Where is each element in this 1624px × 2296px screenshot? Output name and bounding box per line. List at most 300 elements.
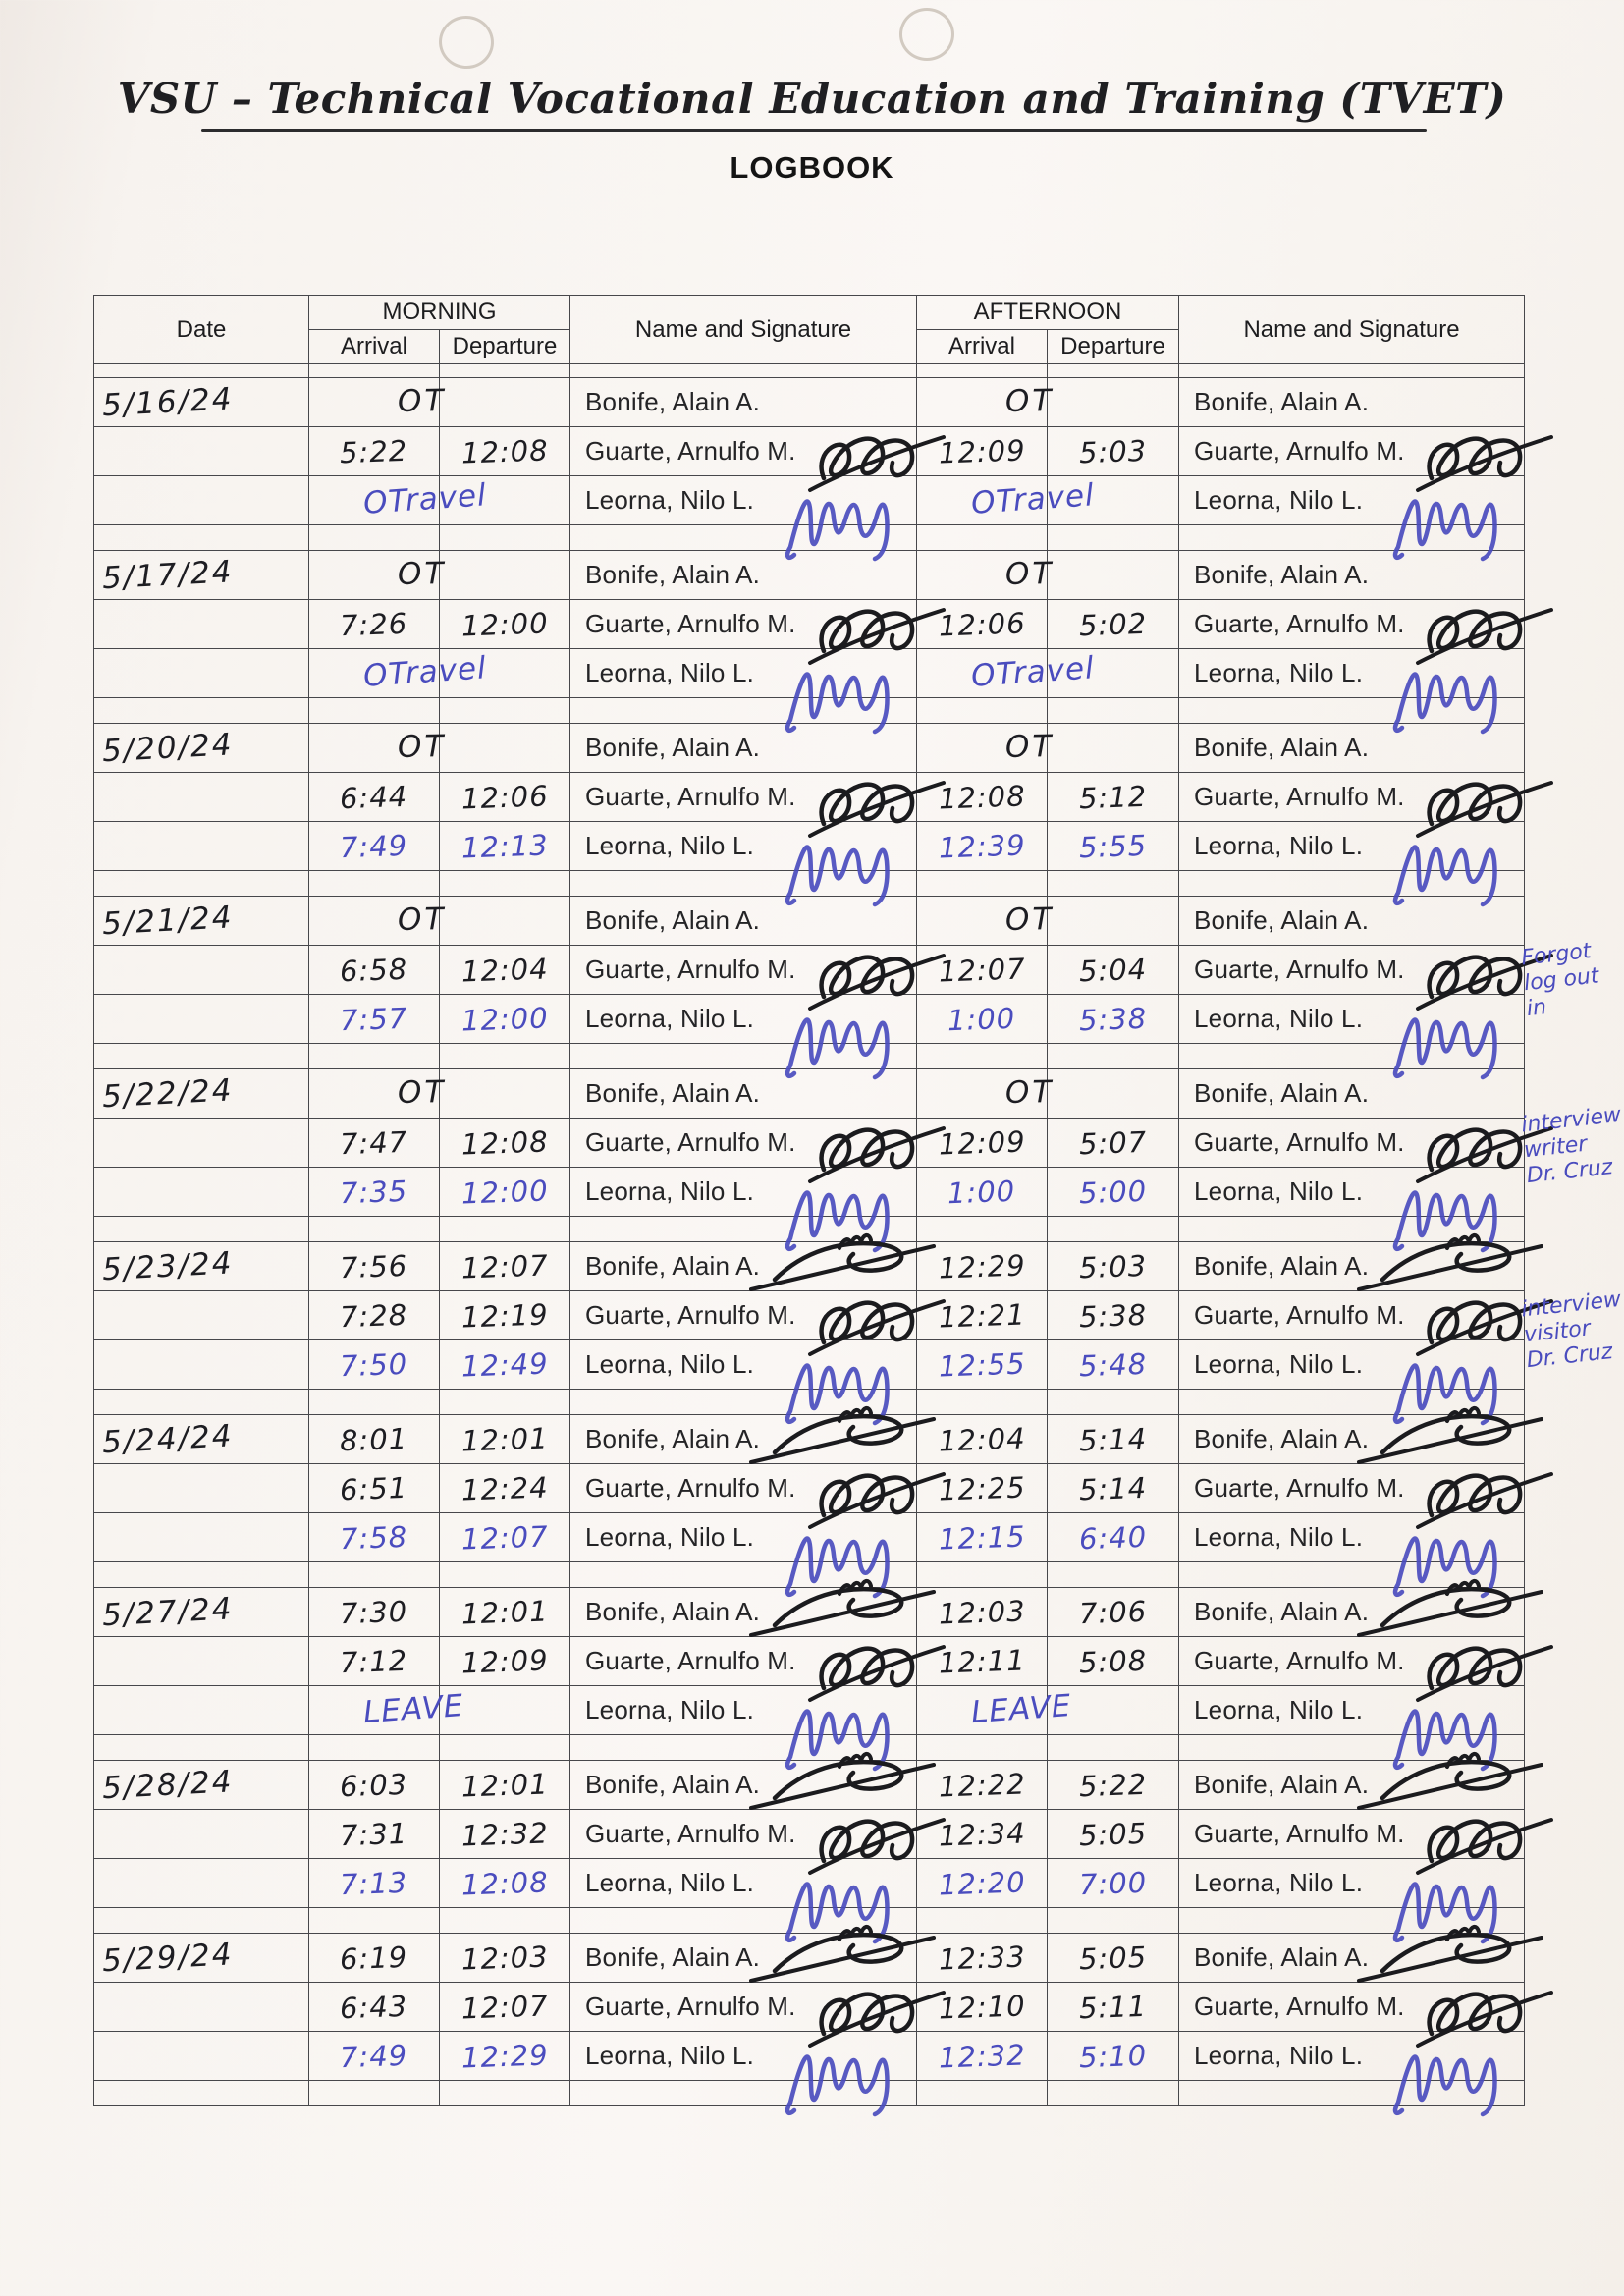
afternoon-departure-time: 5:04 <box>1078 952 1148 988</box>
col-header-afternoon-arrival: Arrival <box>917 330 1048 364</box>
spacer-cell <box>94 871 309 897</box>
header-underline <box>201 129 1427 132</box>
spacer-cell <box>1048 525 1179 551</box>
name-signature-cell-afternoon <box>1179 378 1525 427</box>
person-name: Guarte, Arnulfo M. <box>1194 1127 1405 1157</box>
spacer-cell <box>1048 1217 1179 1242</box>
morning-arrival-cell <box>309 946 440 995</box>
morning-arrival-cell <box>309 1810 440 1859</box>
person-name: Bonife, Alain A. <box>585 1597 761 1626</box>
morning-arrival-cell <box>309 1291 440 1340</box>
morning-arrival-cell <box>309 995 440 1044</box>
morning-departure-time: 12:01 <box>460 1420 549 1458</box>
logbook-row <box>94 600 1525 649</box>
morning-departure-time: 12:00 <box>460 1173 549 1211</box>
date-value: 5/23/24 <box>101 1244 235 1287</box>
date-cell <box>94 1637 309 1686</box>
morning-arrival-cell <box>309 1859 440 1908</box>
afternoon-departure-cell <box>1048 822 1179 871</box>
person-name: Leorna, Nilo L. <box>1194 1176 1364 1206</box>
name-signature-cell-morning <box>570 995 917 1044</box>
morning-arrival-time: 7:30 <box>339 1594 409 1630</box>
afternoon-departure-cell <box>1048 1415 1179 1464</box>
morning-departure-cell <box>440 946 570 995</box>
name-signature-cell-morning <box>570 1291 917 1340</box>
spacer-cell <box>94 1217 309 1242</box>
person-name: Bonife, Alain A. <box>1194 387 1370 416</box>
person-name: Leorna, Nilo L. <box>585 1004 755 1033</box>
morning-arrival-cell <box>309 1464 440 1513</box>
name-signature-cell-morning <box>570 649 917 698</box>
logbook-row <box>94 822 1525 871</box>
afternoon-departure-time: 5:00 <box>1078 1174 1148 1210</box>
name-signature-cell-afternoon <box>1179 1761 1525 1810</box>
afternoon-departure-time: 5:08 <box>1078 1643 1148 1679</box>
logbook-row <box>94 1686 1525 1735</box>
person-name: Guarte, Arnulfo M. <box>1194 1646 1405 1675</box>
logbook-row <box>94 1168 1525 1217</box>
morning-departure-cell <box>440 1934 570 1983</box>
morning-departure-cell <box>440 1119 570 1168</box>
name-signature-cell-morning <box>570 1119 917 1168</box>
spacer-cell <box>1048 1562 1179 1588</box>
person-name: Bonife, Alain A. <box>1194 1251 1370 1281</box>
logbook-row <box>94 427 1525 476</box>
person-name: Leorna, Nilo L. <box>585 658 755 687</box>
afternoon-arrival-time: 1:00 <box>947 1174 1017 1210</box>
morning-arrival-time: 7:26 <box>339 606 409 642</box>
spacer-cell <box>309 1044 440 1069</box>
morning-note: OT <box>397 555 447 592</box>
signature-leorna <box>783 991 930 1081</box>
morning-departure-time: 12:08 <box>460 1123 549 1162</box>
person-name: Leorna, Nilo L. <box>1194 1868 1364 1897</box>
morning-arrival-cell <box>309 1069 447 1119</box>
person-name: Guarte, Arnulfo M. <box>585 1127 796 1157</box>
person-name: Bonife, Alain A. <box>1194 1078 1370 1108</box>
margin-note-line: Dr. Cruz <box>1525 1155 1614 1189</box>
name-signature-cell-afternoon <box>1179 1588 1525 1637</box>
date-cell <box>94 1983 309 2032</box>
date-cell <box>94 1291 309 1340</box>
col-header-afternoon: AFTERNOON <box>917 296 1179 330</box>
date-cell <box>94 822 309 871</box>
person-name: Bonife, Alain A. <box>1194 1597 1370 1626</box>
person-name: Leorna, Nilo L. <box>1194 1349 1364 1379</box>
spacer-cell <box>917 525 1048 551</box>
person-name: Bonife, Alain A. <box>1194 905 1370 935</box>
afternoon-arrival-time: 12:07 <box>938 951 1026 989</box>
logbook-row <box>94 1242 1525 1291</box>
margin-note-line: log out <box>1522 963 1600 997</box>
logbook-table-header <box>94 296 1525 364</box>
date-value: 5/24/24 <box>101 1417 235 1460</box>
spacer-cell <box>94 2081 309 2106</box>
morning-arrival-cell <box>309 649 489 698</box>
date-value: 5/22/24 <box>101 1071 235 1115</box>
person-name: Leorna, Nilo L. <box>1194 1695 1364 1724</box>
afternoon-arrival-cell <box>917 1069 1055 1119</box>
date-value: 5/28/24 <box>101 1763 235 1806</box>
signature-leorna <box>783 2028 930 2118</box>
name-signature-cell-morning <box>570 1934 917 1983</box>
spacer-cell <box>309 698 440 724</box>
morning-arrival-time: 6:44 <box>339 779 409 815</box>
logbook-title: LOGBOOK <box>730 150 894 185</box>
person-name: Guarte, Arnulfo M. <box>1194 436 1405 465</box>
name-signature-cell-afternoon <box>1179 995 1525 1044</box>
morning-arrival-cell <box>309 1242 440 1291</box>
morning-arrival-cell <box>309 897 447 946</box>
date-value: 5/29/24 <box>101 1936 235 1979</box>
person-name: Leorna, Nilo L. <box>585 1522 755 1552</box>
morning-arrival-time: 7:57 <box>339 1001 409 1037</box>
afternoon-arrival-time: 12:10 <box>938 1988 1026 2026</box>
morning-arrival-cell <box>309 1934 440 1983</box>
afternoon-arrival-time: 12:15 <box>938 1518 1026 1557</box>
morning-note: OT <box>397 382 447 419</box>
morning-note: OTravel <box>362 476 489 521</box>
morning-departure-cell <box>440 1340 570 1390</box>
margin-note <box>1520 1287 1624 1374</box>
logbook-row <box>94 476 1525 525</box>
name-signature-cell-morning <box>570 1859 917 1908</box>
name-signature-cell-morning <box>570 427 917 476</box>
person-name: Leorna, Nilo L. <box>1194 2041 1364 2070</box>
spacer-cell <box>440 364 570 378</box>
afternoon-departure-time: 6:40 <box>1078 1519 1148 1556</box>
name-signature-cell-afternoon <box>1179 1242 1525 1291</box>
afternoon-departure-time: 5:07 <box>1078 1124 1148 1161</box>
morning-departure-cell <box>440 724 570 773</box>
afternoon-arrival-time: 12:04 <box>938 1420 1026 1458</box>
afternoon-departure-cell <box>1048 1761 1179 1810</box>
afternoon-departure-time: 5:14 <box>1078 1421 1148 1457</box>
date-cell <box>94 476 309 525</box>
person-name: Bonife, Alain A. <box>1194 733 1370 762</box>
margin-note-line: interview <box>1520 1286 1623 1323</box>
signature-leorna <box>1390 2028 1538 2118</box>
morning-arrival-time: 7:56 <box>339 1248 409 1285</box>
spacer-cell <box>309 1735 440 1761</box>
logbook-row <box>94 1983 1525 2032</box>
person-name: Guarte, Arnulfo M. <box>585 436 796 465</box>
spacer-cell <box>309 1390 440 1415</box>
afternoon-departure-cell <box>1048 1340 1179 1390</box>
afternoon-note: OTravel <box>970 476 1097 521</box>
logbook-row <box>94 1810 1525 1859</box>
person-name: Guarte, Arnulfo M. <box>1194 1300 1405 1330</box>
morning-arrival-cell <box>309 378 447 427</box>
person-name: Leorna, Nilo L. <box>585 485 755 515</box>
person-name: Leorna, Nilo L. <box>585 2041 755 2070</box>
morning-departure-cell <box>440 378 570 427</box>
afternoon-arrival-time: 12:11 <box>938 1642 1026 1680</box>
spacer-cell <box>94 364 309 378</box>
afternoon-departure-time: 5:38 <box>1078 1001 1148 1037</box>
morning-departure-cell <box>440 1242 570 1291</box>
morning-arrival-time: 6:43 <box>339 1989 409 2025</box>
signature-leorna <box>783 818 930 908</box>
morning-departure-cell <box>440 773 570 822</box>
morning-departure-cell <box>440 1513 570 1562</box>
person-name: Leorna, Nilo L. <box>1194 658 1364 687</box>
margin-note <box>1520 1103 1624 1189</box>
spacer-cell <box>1179 364 1525 378</box>
afternoon-departure-time: 5:38 <box>1078 1297 1148 1334</box>
afternoon-arrival-cell <box>917 378 1055 427</box>
spacer-cell <box>94 525 309 551</box>
morning-departure-cell <box>440 1168 570 1217</box>
morning-departure-time: 12:07 <box>460 1247 549 1285</box>
spacer-cell <box>94 1044 309 1069</box>
afternoon-note: OT <box>1004 728 1055 765</box>
afternoon-departure-cell <box>1048 1637 1179 1686</box>
signature-leorna <box>1390 818 1538 908</box>
document-header-title: VSU – Technical Vocational Education and Training (TVET) <box>117 75 1507 123</box>
afternoon-arrival-time: 12:34 <box>938 1815 1026 1853</box>
person-name: Bonife, Alain A. <box>585 1770 761 1799</box>
morning-arrival-time: 7:49 <box>339 2038 409 2074</box>
afternoon-note: OTravel <box>970 649 1097 694</box>
spacer-cell <box>440 1908 570 1934</box>
afternoon-arrival-time: 12:09 <box>938 1123 1026 1162</box>
afternoon-departure-time: 5:14 <box>1078 1470 1148 1506</box>
date-cell <box>94 1119 309 1168</box>
col-header-name-signature-afternoon: Name and Signature <box>1179 296 1525 364</box>
person-name: Bonife, Alain A. <box>1194 1770 1370 1799</box>
morning-departure-time: 12:24 <box>460 1469 549 1507</box>
name-signature-cell-morning <box>570 1637 917 1686</box>
logbook-row <box>94 1934 1525 1983</box>
signature-leorna <box>783 472 930 563</box>
person-name: Leorna, Nilo L. <box>585 1868 755 1897</box>
name-signature-cell-morning <box>570 1168 917 1217</box>
date-cell <box>94 1464 309 1513</box>
afternoon-departure-time: 5:48 <box>1078 1346 1148 1383</box>
morning-note: OT <box>397 1073 447 1111</box>
date-cell <box>94 1810 309 1859</box>
name-signature-cell-afternoon <box>1179 2032 1525 2081</box>
morning-arrival-time: 7:58 <box>339 1519 409 1556</box>
date-cell <box>94 649 309 698</box>
spacer-cell <box>309 525 440 551</box>
morning-arrival-cell <box>309 773 440 822</box>
person-name: Bonife, Alain A. <box>585 1942 761 1972</box>
name-signature-cell-afternoon <box>1179 773 1525 822</box>
morning-arrival-cell <box>309 1340 440 1390</box>
date-cell <box>94 1513 309 1562</box>
morning-note: OT <box>397 728 447 765</box>
name-signature-cell-morning <box>570 1464 917 1513</box>
logbook-row <box>94 1119 1525 1168</box>
afternoon-departure-cell <box>1048 600 1179 649</box>
name-signature-cell-morning <box>570 822 917 871</box>
date-value: 5/16/24 <box>101 380 235 423</box>
afternoon-departure-time: 5:03 <box>1078 1248 1148 1285</box>
date-value: 5/20/24 <box>101 726 235 769</box>
morning-departure-cell <box>440 551 570 600</box>
name-signature-cell-afternoon <box>1179 1983 1525 2032</box>
morning-departure-cell <box>440 1859 570 1908</box>
name-signature-cell-afternoon <box>1179 476 1525 525</box>
spacer-cell <box>440 525 570 551</box>
afternoon-departure-time: 5:02 <box>1078 606 1148 642</box>
date-value: 5/27/24 <box>101 1590 235 1633</box>
spacer-cell <box>440 1562 570 1588</box>
afternoon-departure-cell <box>1048 724 1179 773</box>
date-cell <box>94 427 309 476</box>
afternoon-departure-cell <box>1048 551 1179 600</box>
afternoon-note: OT <box>1004 1073 1055 1111</box>
date-cell <box>94 551 309 600</box>
afternoon-arrival-time: 12:29 <box>938 1247 1026 1285</box>
date-cell <box>94 773 309 822</box>
name-signature-cell-morning <box>570 1686 917 1735</box>
punch-hole <box>436 12 498 72</box>
spacer-cell <box>917 2081 1048 2106</box>
afternoon-arrival-time: 12:22 <box>938 1766 1026 1804</box>
morning-departure-time: 12:01 <box>460 1593 549 1631</box>
name-signature-cell-morning <box>570 1513 917 1562</box>
morning-departure-time: 12:01 <box>460 1766 549 1804</box>
afternoon-departure-cell <box>1048 995 1179 1044</box>
signature-leorna <box>1390 645 1538 736</box>
spacer-cell <box>94 1908 309 1934</box>
person-name: Guarte, Arnulfo M. <box>1194 1992 1405 2021</box>
col-header-afternoon-departure: Departure <box>1048 330 1179 364</box>
afternoon-departure-time: 5:12 <box>1078 779 1148 815</box>
afternoon-arrival-time: 1:00 <box>947 1001 1017 1037</box>
logbook-row <box>94 649 1525 698</box>
spacer-cell <box>1048 364 1179 378</box>
punch-hole <box>899 8 954 61</box>
date-cell <box>94 1761 309 1810</box>
person-name: Bonife, Alain A. <box>585 733 761 762</box>
name-signature-cell-afternoon <box>1179 427 1525 476</box>
morning-departure-cell <box>440 1810 570 1859</box>
morning-arrival-time: 7:12 <box>339 1643 409 1679</box>
person-name: Guarte, Arnulfo M. <box>585 955 796 984</box>
person-name: Leorna, Nilo L. <box>585 1176 755 1206</box>
name-signature-cell-morning <box>570 946 917 995</box>
person-name: Leorna, Nilo L. <box>1194 831 1364 860</box>
name-signature-cell-afternoon <box>1179 1637 1525 1686</box>
morning-arrival-time: 6:19 <box>339 1940 409 1976</box>
spacer-cell <box>1048 871 1179 897</box>
date-value: 5/21/24 <box>101 899 235 942</box>
person-name: Leorna, Nilo L. <box>585 1695 755 1724</box>
name-signature-cell-afternoon <box>1179 600 1525 649</box>
spacer-cell <box>440 2081 570 2106</box>
spacer-cell <box>309 2081 440 2106</box>
name-signature-cell-afternoon <box>1179 946 1525 995</box>
person-name: Guarte, Arnulfo M. <box>585 1992 796 2021</box>
margin-note-line: interview <box>1520 1102 1623 1138</box>
morning-arrival-time: 5:22 <box>339 433 409 469</box>
spacer-cell <box>1048 698 1179 724</box>
morning-departure-time: 12:04 <box>460 951 549 989</box>
name-signature-cell-morning <box>570 378 917 427</box>
name-signature-cell-afternoon <box>1179 1464 1525 1513</box>
logbook-row <box>94 1464 1525 1513</box>
name-signature-cell-afternoon <box>1179 1340 1525 1390</box>
morning-departure-time: 12:49 <box>460 1345 549 1384</box>
afternoon-departure-cell <box>1048 1069 1179 1119</box>
person-name: Bonife, Alain A. <box>585 1078 761 1108</box>
afternoon-departure-cell <box>1048 1859 1179 1908</box>
person-name: Bonife, Alain A. <box>585 560 761 589</box>
morning-departure-time: 12:00 <box>460 605 549 643</box>
person-name: Guarte, Arnulfo M. <box>585 1473 796 1503</box>
name-signature-cell-afternoon <box>1179 1168 1525 1217</box>
date-cell <box>94 1242 309 1291</box>
name-signature-cell-morning <box>570 1983 917 2032</box>
spacer-cell <box>309 1562 440 1588</box>
date-cell <box>94 897 309 946</box>
morning-arrival-cell <box>309 600 440 649</box>
morning-departure-time: 12:03 <box>460 1939 549 1977</box>
col-header-name-signature-morning: Name and Signature <box>570 296 917 364</box>
afternoon-arrival-cell <box>917 897 1055 946</box>
date-cell <box>94 2032 309 2081</box>
morning-arrival-cell <box>309 1119 440 1168</box>
morning-departure-cell <box>440 995 570 1044</box>
morning-departure-time: 12:09 <box>460 1642 549 1680</box>
afternoon-arrival-time: 12:25 <box>938 1469 1026 1507</box>
afternoon-arrival-time: 12:09 <box>938 432 1026 470</box>
person-name: Bonife, Alain A. <box>585 387 761 416</box>
name-signature-cell-morning <box>570 476 917 525</box>
afternoon-arrival-time: 12:21 <box>938 1296 1026 1335</box>
afternoon-departure-time: 5:10 <box>1078 2038 1148 2074</box>
afternoon-arrival-time: 12:32 <box>938 2037 1026 2075</box>
margin-note-line: writer <box>1522 1131 1589 1164</box>
afternoon-departure-time: 7:00 <box>1078 1865 1148 1901</box>
afternoon-departure-cell <box>1048 1464 1179 1513</box>
morning-departure-time: 12:13 <box>460 827 549 865</box>
spacer-cell <box>917 364 1048 378</box>
morning-arrival-cell <box>309 822 440 871</box>
logbook-row <box>94 1513 1525 1562</box>
afternoon-departure-cell <box>1048 1983 1179 2032</box>
spacer-cell <box>94 1562 309 1588</box>
spacer-cell <box>1048 1735 1179 1761</box>
date-cell <box>94 1859 309 1908</box>
morning-departure-time: 12:19 <box>460 1296 549 1335</box>
date-cell <box>94 1934 309 1983</box>
morning-arrival-time: 6:51 <box>339 1470 409 1506</box>
spacer-cell <box>1048 2081 1179 2106</box>
person-name: Bonife, Alain A. <box>585 1424 761 1453</box>
morning-departure-time: 12:07 <box>460 1988 549 2026</box>
morning-departure-cell <box>440 1588 570 1637</box>
spacer-cell <box>94 1735 309 1761</box>
afternoon-departure-time: 5:03 <box>1078 433 1148 469</box>
morning-arrival-cell <box>309 551 447 600</box>
spacer-cell <box>309 1217 440 1242</box>
afternoon-arrival-time: 12:55 <box>938 1345 1026 1384</box>
afternoon-arrival-cell <box>917 724 1055 773</box>
morning-departure-cell <box>440 1983 570 2032</box>
spacer-cell <box>1048 1044 1179 1069</box>
person-name: Leorna, Nilo L. <box>1194 1004 1364 1033</box>
person-name: Guarte, Arnulfo M. <box>585 782 796 811</box>
logbook-row <box>94 378 1525 427</box>
morning-departure-cell <box>440 897 570 946</box>
name-signature-cell-morning <box>570 773 917 822</box>
afternoon-departure-time: 7:06 <box>1078 1594 1148 1630</box>
